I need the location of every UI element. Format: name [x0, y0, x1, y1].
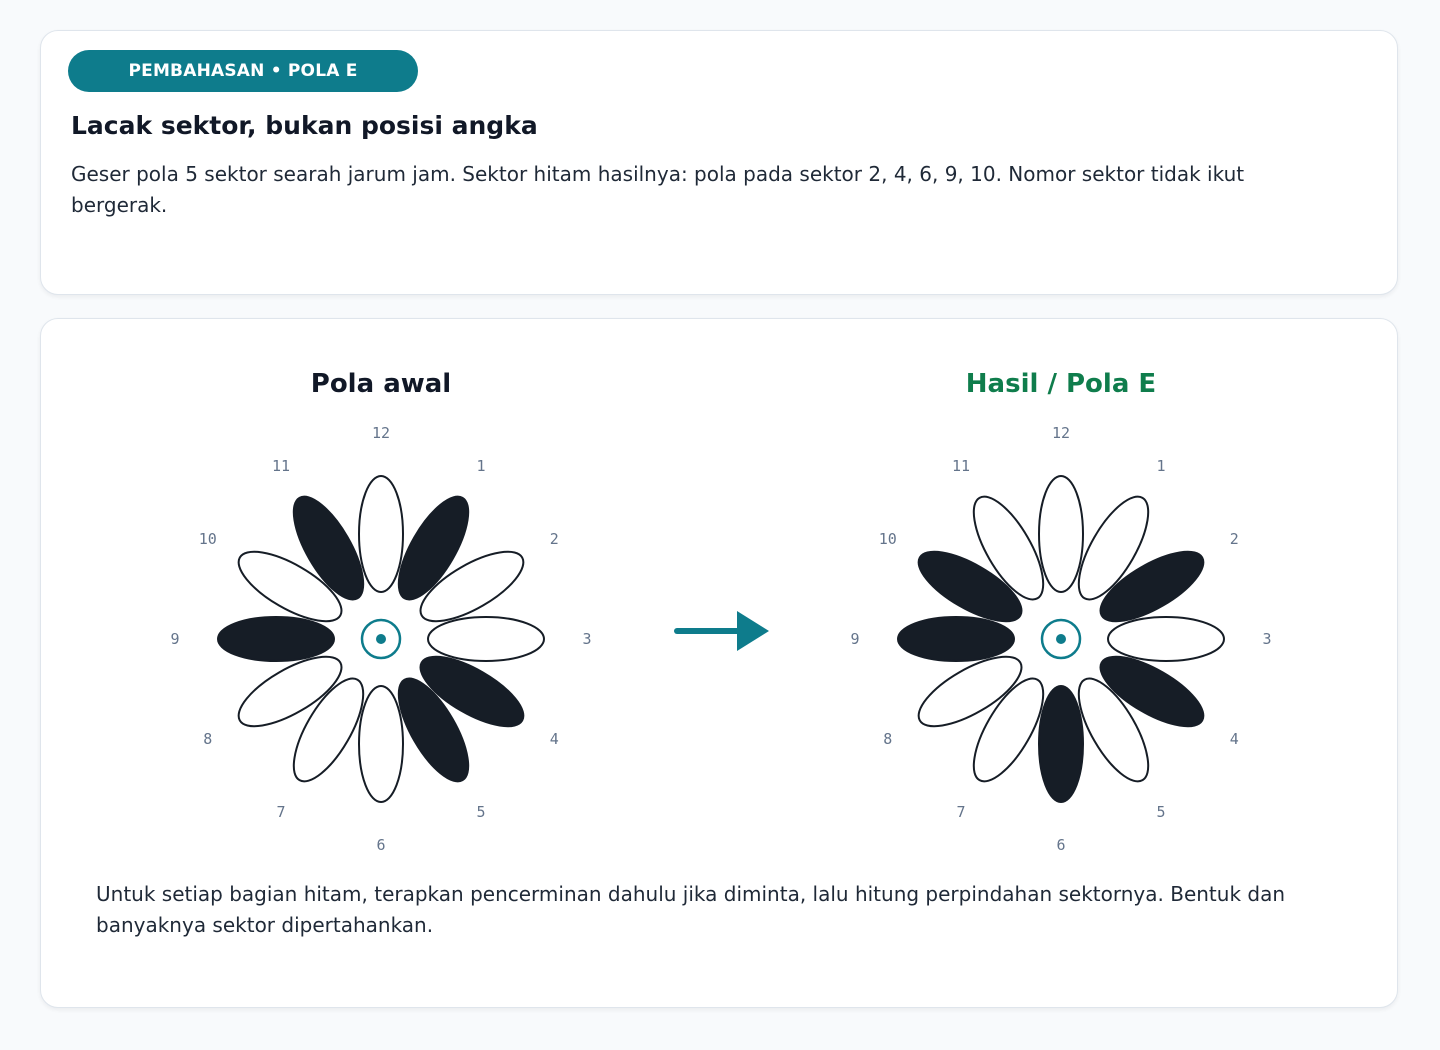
initial-sector-label-10: 10: [198, 530, 217, 548]
arrow-right-icon: [673, 609, 773, 653]
result-center-dot: [1056, 634, 1066, 644]
explanation-card: [40, 30, 1398, 295]
result-sector-label-9: 9: [850, 630, 860, 648]
result-sector-label-3: 3: [1262, 630, 1272, 648]
result-petal-sector-6: [1039, 686, 1083, 802]
result-sector-label-2: 2: [1229, 530, 1239, 548]
initial-sector-label-1: 1: [476, 456, 486, 475]
initial-flower-diagram: [151, 409, 611, 869]
initial-petal-sector-6: [359, 686, 403, 802]
result-sector-label-4: 4: [1229, 730, 1239, 748]
initial-sector-label-5: 5: [476, 803, 486, 822]
initial-sector-label-8: 8: [203, 730, 213, 748]
initial-pattern-title: Pola awal: [310, 369, 452, 399]
initial-sector-label-2: 2: [549, 530, 559, 548]
initial-sector-label-9: 9: [170, 630, 180, 648]
result-petal-sector-9: [898, 617, 1014, 661]
explanation-heading: Lacak sektor, bukan posisi angka: [71, 111, 538, 140]
diagram-footnote: Untuk setiap bagian hitam, terapkan pencerminan dahulu jika diminta, lalu hitung perpindahan sektornya. Bentuk dan banyaknya sektor dipertahankan.: [96, 882, 1286, 937]
explanation-description: Geser pola 5 sektor searah jarum jam. Sektor hitam hasilnya: pola pada sektor 2, 4, 6, 9, 10. Nomor sektor tidak ikut bergerak.: [71, 162, 1245, 217]
initial-center-dot: [376, 634, 386, 644]
result-sector-label-6: 6: [1056, 836, 1066, 854]
initial-sector-label-6: 6: [376, 836, 386, 854]
initial-petal-sector-3: [428, 617, 544, 661]
section-badge: PEMBAHASAN • POLA E: [68, 50, 418, 92]
result-sector-label-12: 12: [1051, 424, 1071, 442]
result-sector-label-11: 11: [951, 456, 971, 475]
result-sector-label-7: 7: [956, 803, 966, 822]
initial-sector-label-7: 7: [276, 803, 286, 822]
result-flower-diagram: [831, 409, 1291, 869]
result-petal-sector-3: [1108, 617, 1224, 661]
initial-petal-sector-9: [218, 617, 334, 661]
diagram-card: [40, 318, 1398, 1008]
initial-sector-label-11: 11: [271, 456, 291, 475]
result-sector-label-8: 8: [883, 730, 893, 748]
initial-sector-label-12: 12: [371, 424, 391, 442]
result-petal-sector-12: [1039, 476, 1083, 592]
initial-petal-sector-12: [359, 476, 403, 592]
result-sector-label-5: 5: [1156, 803, 1166, 822]
result-sector-label-1: 1: [1156, 456, 1166, 475]
result-sector-label-10: 10: [878, 530, 897, 548]
result-pattern-title: Hasil / Pola E: [965, 369, 1157, 399]
initial-sector-label-4: 4: [549, 730, 559, 748]
initial-sector-label-3: 3: [582, 630, 592, 648]
